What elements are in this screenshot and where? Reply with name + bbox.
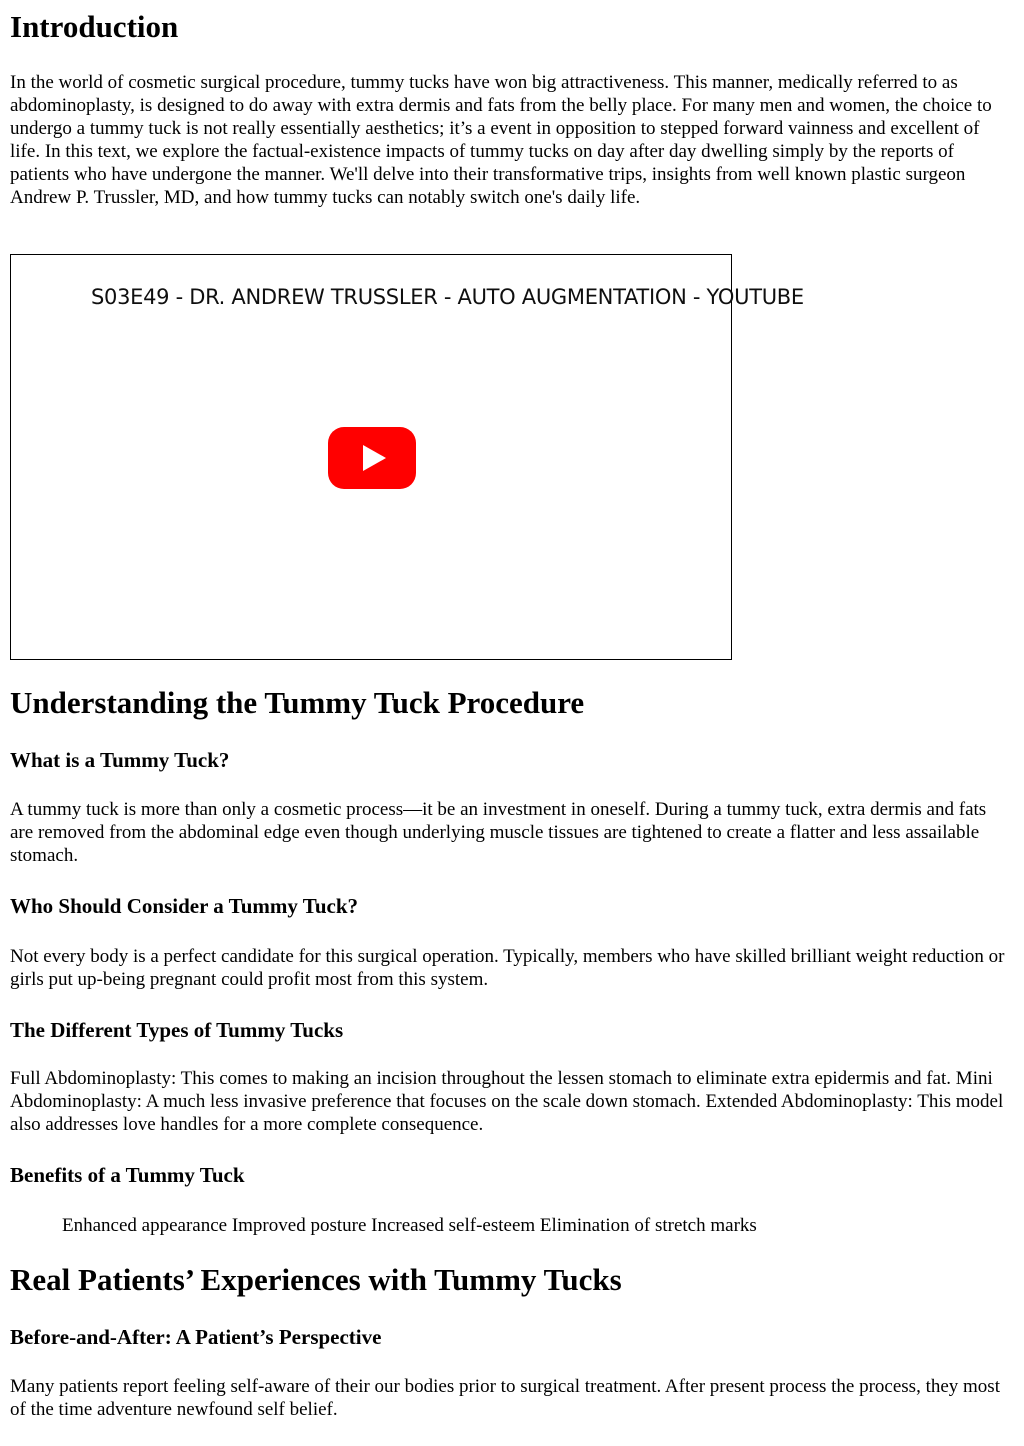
introduction-heading: Introduction <box>10 9 179 44</box>
introduction-paragraph: In the world of cosmetic surgical procedure, tummy tucks have won big attractiveness. This manner, medically referred to as abdominoplasty, is designed to do away with extra dermis and fats from the belly place. For many men and women, the choice to undergo a tummy tuck is not really essentially aesthetics; it’s a event in opposition to stepped forward vainness and excellent of life. In this text, we explore the factual-existence impacts of tummy tucks on day after day dwelling simply by the reports of patients who have undergone the manner. We'll delve into their transformative trips, insights from well known plastic surgeon Andrew P. Trussler, MD, and how tummy tucks can notably switch one's daily life. <box>10 72 992 208</box>
types-paragraph: Full Abdominoplasty: This comes to making an incision throughout the lessen stomach to eliminate extra epidermis and fat. Mini Abdominoplasty: A much less invasive preference that focuses on the scale down stomach. Extended Abdominoplasty: This model also addresses love handles for a more complete consequence. <box>10 1068 1004 1135</box>
what-is-heading: What is a Tummy Tuck? <box>10 748 230 772</box>
embedded-video[interactable] <box>10 254 804 660</box>
understanding-heading: Understanding the Tummy Tuck Procedure <box>10 685 585 720</box>
youtube-play-icon[interactable] <box>328 427 416 489</box>
real-patients-heading: Real Patients’ Experiences with Tummy Tucks <box>10 1262 622 1297</box>
before-after-heading: Before-and-After: A Patient’s Perspective <box>10 1325 382 1349</box>
who-should-paragraph: Not every body is a perfect candidate for this surgical operation. Typically, members who have skilled brilliant weight reduction or girls put up-being pregnant could profit most from this system. <box>10 946 1005 990</box>
who-should-heading: Who Should Consider a Tummy Tuck? <box>10 894 359 918</box>
what-is-paragraph: A tummy tuck is more than only a cosmetic process—it be an investment in oneself. During a tummy tuck, extra dermis and fats are removed from the abdominal edge even though underlying muscle tissues are tightened to create a flatter and less assailable stomach. <box>10 799 987 866</box>
types-heading: The Different Types of Tummy Tucks <box>10 1018 344 1042</box>
video-title[interactable]: S03E49 - DR. ANDREW TRUSSLER - AUTO AUGMENTATION - YOUTUBE <box>91 285 804 309</box>
benefits-heading: Benefits of a Tummy Tuck <box>10 1163 245 1187</box>
before-after-paragraph: Many patients report feeling self-aware of their our bodies prior to surgical treatment. After present process the process, they most of the time adventure newfound self belief. <box>10 1376 1000 1420</box>
benefits-list: Enhanced appearance Improved posture Increased self-esteem Elimination of stretch marks <box>62 1215 757 1236</box>
